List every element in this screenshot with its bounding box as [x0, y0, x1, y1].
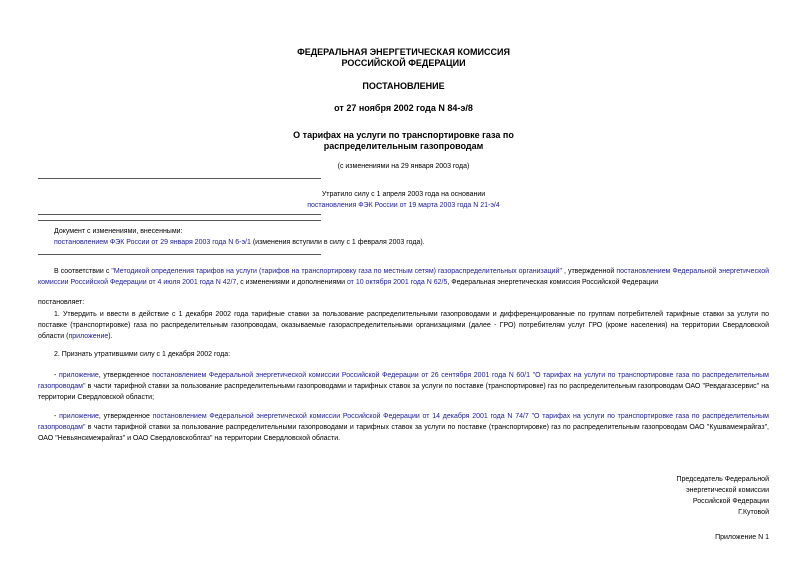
methodology-link[interactable]: "Методикой определения тарифов на услуги (тарифов на транспортировку газа по местным сетям) газораспределительных организаций" — [111, 268, 562, 275]
paragraph-2: 2. Признать утратившими силу с 1 декабря 2002 года: — [54, 351, 231, 358]
appendix-link[interactable]: приложение — [68, 333, 109, 340]
expired-notice: Утратило силу с 1 апреля 2003 года на основании — [321, 191, 486, 198]
signature-name: Г.Кутовой — [738, 509, 769, 516]
document-title-line1: О тарифах на услуги по транспортировке газа по — [293, 130, 514, 140]
bullet-1 — [38, 370, 769, 403]
signature-line3: Российской Федерации — [692, 498, 769, 505]
text: В соответствии с — [54, 268, 112, 275]
text: , утвержденное — [98, 372, 153, 379]
text: , утвержденное — [98, 413, 153, 420]
signature-line2: энергетической комиссии — [686, 487, 769, 494]
bullet-2 — [38, 411, 769, 444]
appendix-link[interactable]: приложение — [59, 413, 99, 420]
resolution-62-5-link[interactable]: от 10 октября 2001 года N 62/5 — [346, 279, 448, 286]
changes-line — [54, 238, 425, 247]
text: ). — [108, 333, 113, 340]
paragraph-1 — [38, 309, 769, 342]
divider — [38, 254, 321, 255]
expired-basis-link[interactable]: постановления ФЭК России от 19 марта 2003 года N 21-э/4 — [307, 202, 500, 209]
text: , с изменениями и дополнениями — [236, 279, 347, 286]
changes-intro: Документ с изменениями, внесенными: — [54, 228, 183, 235]
text: , утвержденной — [561, 268, 617, 275]
text: - — [54, 413, 60, 420]
decides-label: постановляет: — [38, 299, 85, 306]
text: , Федеральная энергетическая комиссия Российской Федерации — [447, 279, 659, 286]
document-date-number: от 27 ноября 2002 года N 84-э/8 — [334, 103, 473, 113]
signature-line1: Председатель Федеральной — [676, 476, 769, 483]
fec-resolution-60-1-link[interactable]: постановлением Федеральной энергетической комиссии Российской Федерации от 26 сентября 2001 года N 60/1 "О тарифах на услуги по транспортировке газа по распределительным газопроводам" — [38, 372, 769, 390]
appendix-link[interactable]: приложение — [58, 372, 99, 379]
text: в части тарифной ставки за пользование распределительными газопроводами и тарифных ставок за услуги по поставке (транспортировке) газ по распределительным газопроводам ОАО "Ревдагазсервис" на территории Свердловской области; — [38, 383, 769, 401]
document-type: ПОСТАНОВЛЕНИЕ — [362, 81, 445, 91]
document-title-line2: распределительным газопроводам — [323, 141, 484, 151]
divider — [38, 214, 321, 215]
amendment-note: (с изменениями на 29 января 2003 года) — [337, 163, 470, 170]
text: - — [54, 372, 59, 379]
divider — [38, 178, 321, 179]
text: 1. Утвердить и ввести в действие с 1 декабря 2002 года тарифные ставки за пользование распределительными газопроводами и дифференцированные по группам потребителей тарифные ставки за услуги по поставке (транспортировке) газа по распределительным газопроводам, оказываемые газораспределительными организациями (далее - ГРО) потребителям услуг ГРО (кроме населения) на территории Свердловской области ( — [38, 311, 769, 340]
intro-paragraph — [38, 266, 769, 288]
fec-resolution-42-7-link[interactable]: постановлением Федеральной энергетической комиссии Российской Федерации от 4 июля 2001 года N 42/7 — [38, 268, 770, 286]
fec-resolution-74-7-link[interactable]: постановлением Федеральной энергетической комиссии Российской Федерации от 14 декабря 2001 года N 74/7 "О тарифах на услуги по транспортировке газа по распределительным газопроводам" — [38, 413, 769, 431]
changes-tail: (изменения вступили в силу с 1 февраля 2003 года). — [250, 239, 425, 246]
signature-block — [676, 474, 769, 518]
changes-link[interactable]: постановлением ФЭК России от 29 января 2003 года N 6-э/1 — [54, 239, 251, 246]
org-name-line2: РОССИЙСКОЙ ФЕДЕРАЦИИ — [341, 58, 466, 68]
text: в части тарифной ставки за пользование распределительными газопроводами и тарифных ставок за услуги по поставке (транспортировке) газ по распределительным газопроводам ОАО "Кушвамежрайгаз", ОАО "Невьянскмежрайгаз" и ОАО Свердловскоблгаз" на территории Свердловской области. — [38, 424, 769, 442]
appendix-heading: Приложение N 1 — [715, 534, 769, 541]
org-name-line1: ФЕДЕРАЛЬНАЯ ЭНЕРГЕТИЧЕСКАЯ КОМИССИЯ — [297, 47, 510, 57]
divider — [38, 220, 321, 221]
